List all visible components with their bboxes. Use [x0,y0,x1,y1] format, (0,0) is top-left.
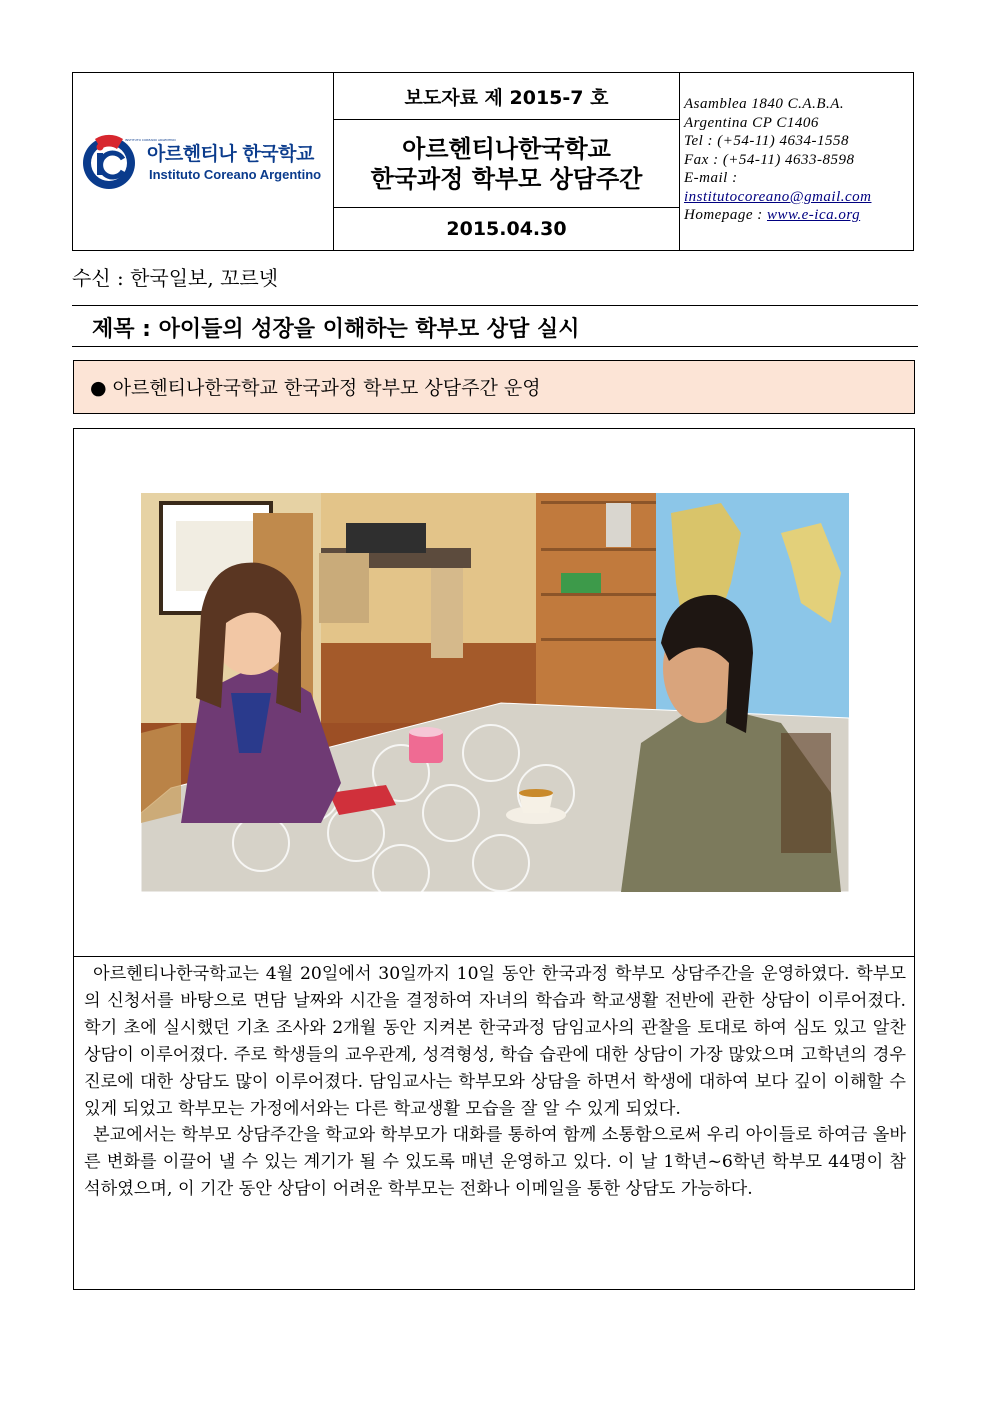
address-cell [680,73,913,250]
recipients: 수신 : 한국일보, 꼬르넷 [72,266,279,290]
homepage-label: Homepage : [684,207,767,223]
email-link[interactable]: institutocoreano@gmail.com [684,188,872,205]
photo-frame [73,428,915,956]
school-logo [81,129,326,195]
subject-title: 제목 : 아이들의 성장을 이해하는 학부모 상담 실시 [92,317,580,342]
homepage-link[interactable]: www.e-ica.org [766,207,861,223]
address-line1: Asamblea 1840 C.A.B.A. [684,96,845,112]
logo-korean-text: 아르헨티나 한국학교 [147,143,314,165]
article-paragraph-1: 아르헨티나한국학교는 4월 20일에서 30일까지 10일 동안 한국과정 학부모 상담주간을 운영하였다. 학부모의 신청서를 바탕으로 면담 날짜와 시간을 결정하여 자녀의 학습과 학교생활 전반에 관한 상담이 이루어졌다. 학기 초에 실시했던 기초 조사와 2개월 동안 지켜본 한국과정 담임교사의 관찰을 토대로 하여 심도 있고 알찬 상담이 이루어졌다. 주로 학생들의 교우관계, 성격형성, 학습 습관에 대한 상담이 가장 많았으며 고학년의 경우 진로에 대한 상담도 많이 이루어졌다. 담임교사는 학부모와 상담을 하면서 학생에 대하여 보다 깊이 이해할 수 있게 되었고 학부모는 가정에서와는 다른 학교생활 모습을 잘 알 수 있게 되었다. [84,964,906,1119]
logo-spanish-text: Instituto Coreano Argentino [149,167,322,182]
subject-bar [72,305,918,347]
summary-box [73,360,915,414]
consultation-photo [141,493,849,892]
press-title-line1: 아르헨티나한국학교 [402,134,611,163]
summary-text: ● 아르헨티나한국학교 한국과정 학부모 상담주간 운영 [90,377,541,399]
emblem-text: INSTITUTO COREANO ARGENTINO [125,138,176,142]
press-title-line2: 한국과정 학부모 상담주간 [370,164,643,193]
header-table [72,72,914,251]
address-line2: Argentina CP C1406 [684,114,819,131]
consultation-photo-illustration [141,493,849,892]
article-paragraph-2: 본교에서는 학부모 상담주간을 학교와 학부모가 대화를 통하여 함께 소통함으로써 우리 아이들로 하여금 올바른 변화를 이끌어 낼 수 있는 계기가 될 수 있도록 매년 운영하고 있다. 이 날 1학년~6학년 학부모 44명이 참석하였으며, 이 기간 동안 상담이 어려운 학부모는 전화나 이메일을 통한 상담도 가능하다. [84,1125,906,1200]
article-body-box [73,956,915,1290]
release-date: 2015.04.30 [446,218,567,240]
press-title [334,120,679,208]
article-body [84,961,906,1203]
email-label: E-mail : [684,170,738,186]
title-cell [334,73,680,250]
school-emblem-icon [81,129,176,195]
issue-number: 보도자료 제 2015-7 호 [334,73,679,120]
logo-cell [73,73,334,250]
contact-info [684,95,871,225]
fax-number: Fax : (+54-11) 4633-8598 [684,151,855,168]
phone-number: Tel : (+54-11) 4634-1558 [684,133,850,149]
